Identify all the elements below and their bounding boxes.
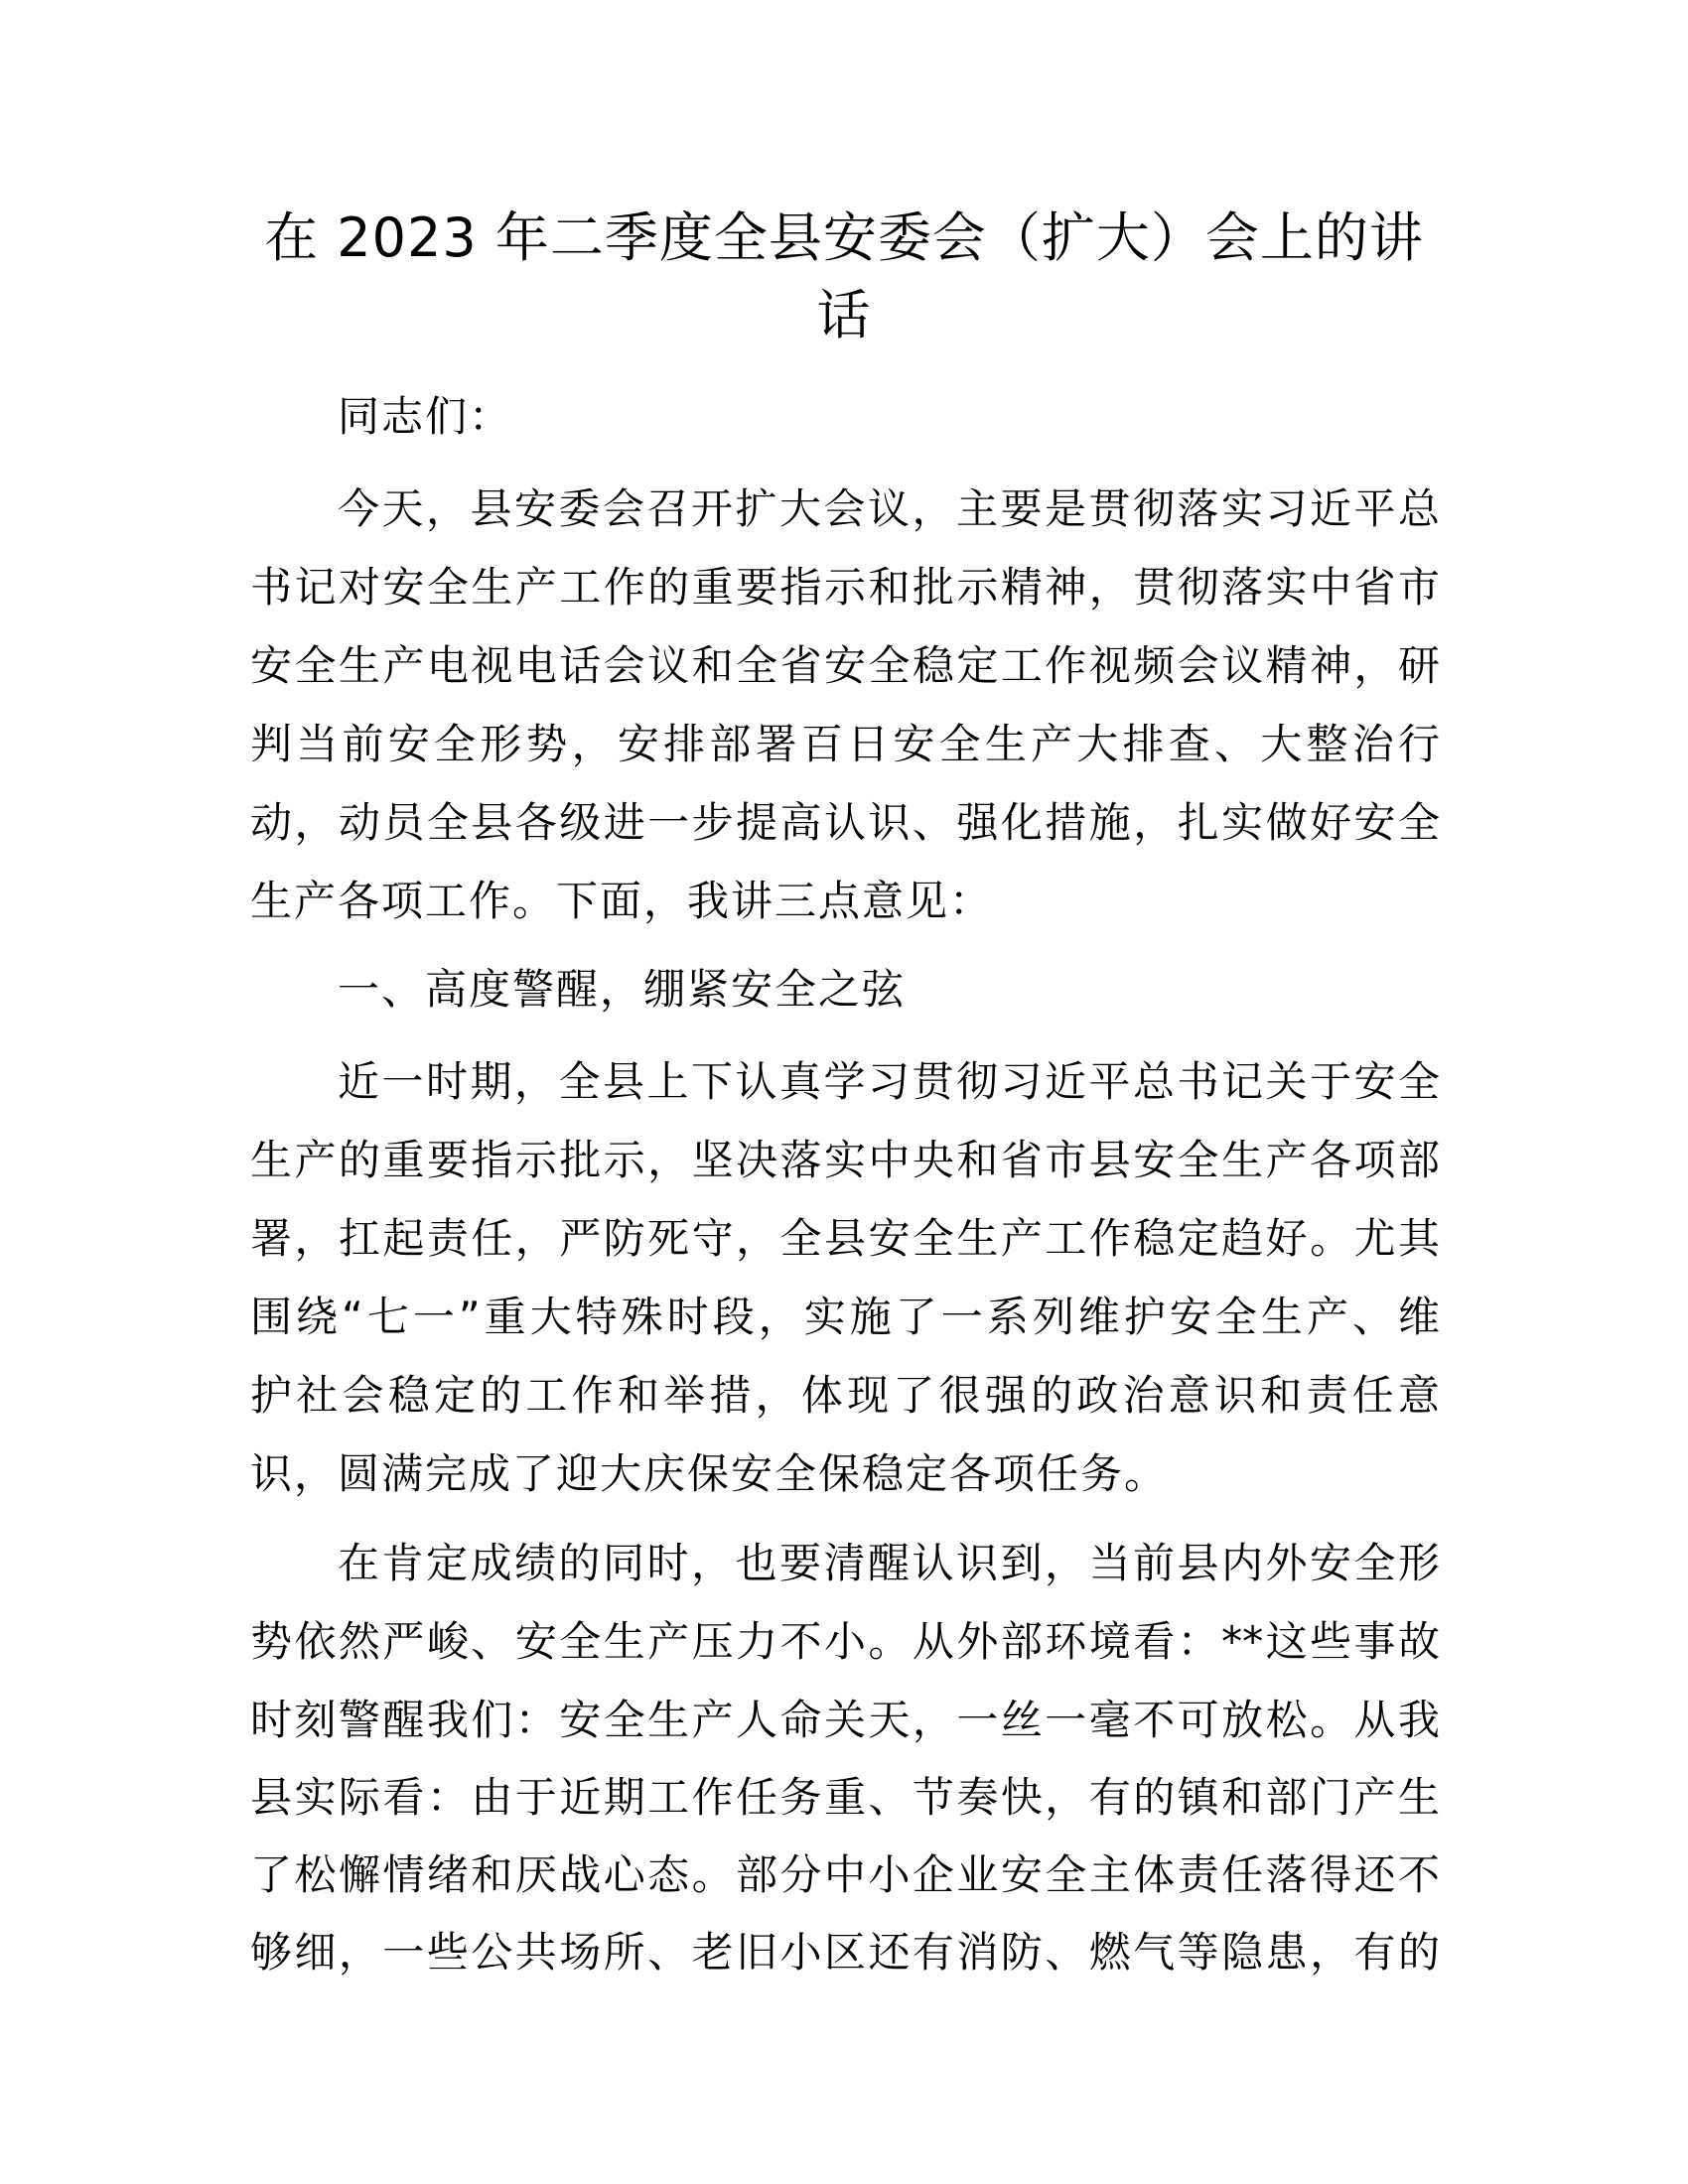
paragraph-line: 生产各项工作。下面，我讲三点意见：	[250, 877, 994, 925]
paragraph-line: 生产的重要指示批示，坚决落实中央和省市县安全生产各项部	[250, 1136, 1440, 1184]
paragraph-line: 护社会稳定的工作和举措，体现了很强的政治意识和责任意	[250, 1371, 1440, 1420]
paragraph-line: 在肯定成绩的同时，也要清醒认识到，当前县内外安全形	[338, 1539, 1440, 1587]
salutation: 同志们：	[338, 392, 513, 441]
paragraph-line: 势依然严峻、安全生产压力不小。从外部环境看：**这些事故	[250, 1617, 1440, 1666]
paragraph-line: 够细，一些公共场所、老旧小区还有消防、燃气等隐患，有的	[250, 1928, 1440, 1977]
paragraph-line: 动，动员全县各级进一步提高认识、强化措施，扎实做好安全	[250, 798, 1440, 847]
paragraph-line: 署，扛起责任，严防死守，全县安全生产工作稳定趋好。尤其	[250, 1214, 1440, 1263]
title-line-1: 在 2023 年二季度全县安委会（扩大）会上的讲	[264, 206, 1424, 269]
paragraph-line: 近一时期，全县上下认真学习贯彻习近平总书记关于安全	[338, 1057, 1440, 1106]
paragraph-line: 时刻警醒我们：安全生产人命关天，一丝一毫不可放松。从我	[250, 1696, 1440, 1744]
paragraph-line: 识，圆满完成了迎大庆保安全保稳定各项任务。	[250, 1449, 1169, 1498]
paragraph-line: 县实际看：由于近期工作任务重、节奏快，有的镇和部门产生	[250, 1773, 1440, 1822]
paragraph-line: 判当前安全形势，安排部署百日安全生产大排查、大整治行	[250, 720, 1440, 768]
paragraph-line: 安全生产电视电话会议和全省安全稳定工作视频会议精神，研	[250, 641, 1440, 690]
document-title	[248, 200, 1440, 354]
paragraph-line: 今天，县安委会召开扩大会议，主要是贯彻落实习近平总	[338, 484, 1440, 533]
paragraph-line: 书记对安全生产工作的重要指示和批示精神，贯彻落实中省市	[250, 563, 1440, 612]
paragraph-line: 围绕“七一”重大特殊时段，实施了一系列维护安全生产、维	[250, 1293, 1440, 1341]
title-line-2: 话	[816, 284, 872, 346]
section-heading-1: 一、高度警醒，绷紧安全之弦	[338, 965, 907, 1014]
paragraph-line: 了松懈情绪和厌战心态。部分中小企业安全主体责任落得还不	[250, 1850, 1440, 1899]
